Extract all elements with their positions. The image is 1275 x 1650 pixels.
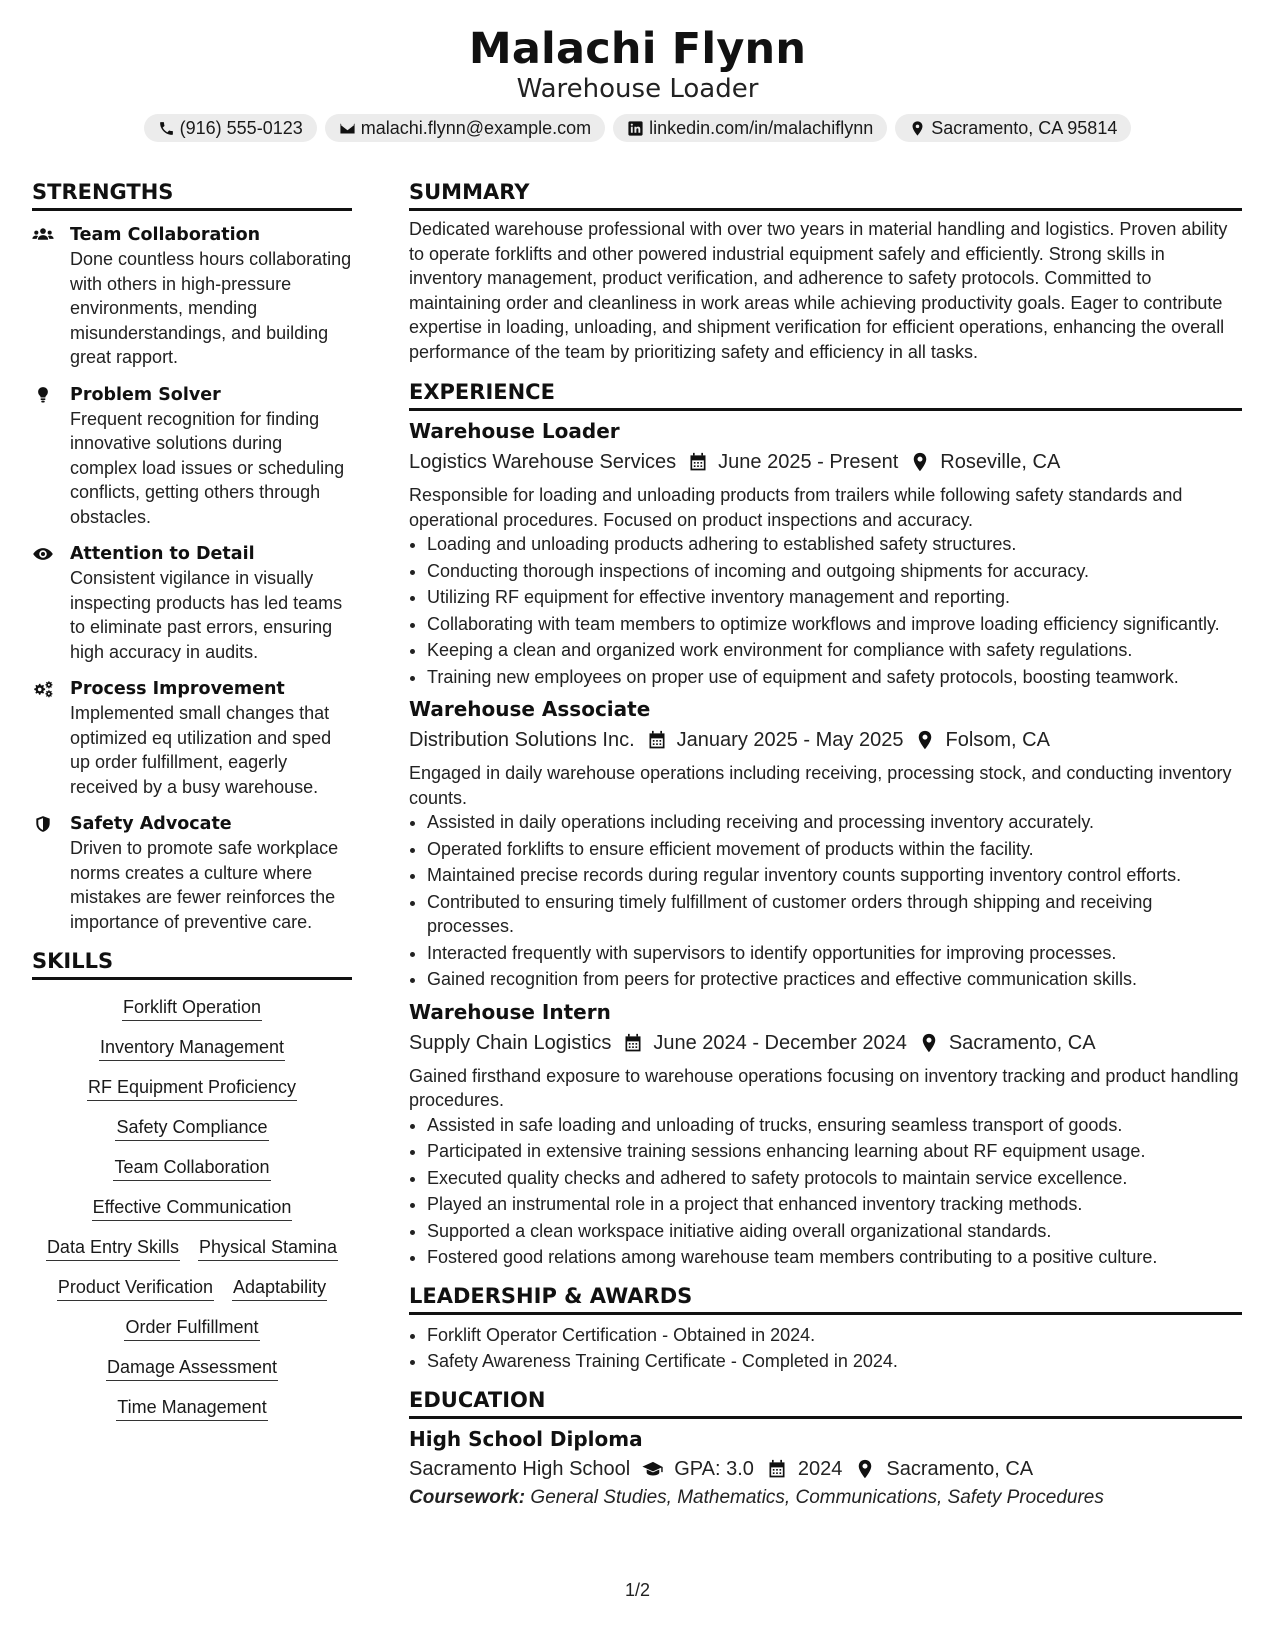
- skills-list: [32, 994, 352, 1421]
- skill-tag: Order Fulfillment: [124, 1314, 259, 1341]
- map-pin-icon: [915, 730, 935, 750]
- contact-linkedin-text: linkedin.com/in/malachiflynn: [649, 117, 874, 138]
- skill-tag: Physical Stamina: [198, 1234, 338, 1261]
- strength-title: Safety Advocate: [70, 814, 232, 834]
- job-dates: January 2025 - May 2025: [676, 729, 904, 751]
- job-company: Distribution Solutions Inc.: [409, 729, 635, 751]
- job-bullet: • Participated in extensive training sessions enhancing learning about RF equipment usage.: [427, 1139, 1242, 1164]
- contact-phone[interactable]: [144, 114, 317, 142]
- job-dates: June 2025 - Present: [718, 451, 899, 473]
- skill-tag: Forklift Operation: [122, 994, 262, 1021]
- job-location: Roseville, CA: [940, 451, 1061, 473]
- summary-text: Dedicated warehouse professional with over two years in material handling and logistics. Proven ability to operate forklifts and other powered industrial equipment safely and efficiently. Strong skills in inventory management, product verification, and adherence to safety protocols. Committed to maintaining order and cleanliness in work areas while achieving productivity goals. Eager to contribute expertise in loading, unloading, and shipment verification for efficient operations, enhancing the overall performance of the team by prioritizing safety and efficiency in all tasks.: [409, 219, 1228, 362]
- job-entry: [409, 998, 1242, 1270]
- contact-phone-text: (916) 555-0123: [179, 117, 303, 138]
- phone-icon: [158, 120, 175, 137]
- job-bullet: • Training new employees on proper use of equipment and safety protocols, boosting teamwork.: [427, 665, 1242, 690]
- degree-title: High School Diploma: [409, 1426, 643, 1451]
- strength-item: [32, 677, 352, 799]
- linkedin-icon: [627, 120, 644, 137]
- job-bullet: • Keeping a clean and organized work environment for compliance with safety regulations.: [427, 638, 1242, 663]
- award-item: • Forklift Operator Certification - Obtained in 2024.: [427, 1323, 1242, 1348]
- shield-icon: [32, 814, 54, 834]
- skill-tag: Safety Compliance: [115, 1114, 268, 1141]
- job-bullet: • Played an instrumental role in a project that enhanced inventory tracking methods.: [427, 1192, 1242, 1217]
- contact-location-text: Sacramento, CA 95814: [931, 117, 1118, 138]
- awards-list: [409, 1323, 1242, 1374]
- lightbulb-icon: [32, 385, 54, 405]
- strength-title: Process Improvement: [70, 679, 285, 699]
- contact-location: [895, 114, 1131, 142]
- strength-item: [32, 223, 352, 370]
- strength-desc: Driven to promote safe workplace norms creates a culture where mistakes are fewer reinforces the importance of preventive care.: [70, 838, 339, 932]
- job-bullet: • Assisted in safe loading and unloading of trucks, ensuring seamless transport of goods.: [427, 1113, 1242, 1138]
- education-section: [409, 1386, 1242, 1511]
- skill-tag: RF Equipment Proficiency: [87, 1074, 297, 1101]
- skill-tag: Time Management: [116, 1394, 267, 1421]
- skill-tag: Product Verification: [57, 1274, 214, 1301]
- skill-tag: Damage Assessment: [106, 1354, 278, 1381]
- skill-tag: Adaptability: [232, 1274, 327, 1301]
- strength-title: Attention to Detail: [70, 544, 255, 564]
- map-pin-icon: [909, 120, 926, 137]
- strength-title: Problem Solver: [70, 384, 221, 405]
- coursework-text: General Studies, Mathematics, Communications, Safety Procedures: [530, 1486, 1104, 1508]
- job-location: Folsom, CA: [945, 729, 1050, 751]
- page-number: 1/2: [624, 1580, 651, 1600]
- job-bullet: • Executed quality checks and adhered to safety protocols to maintain service excellence.: [427, 1166, 1242, 1191]
- job-description: Engaged in daily warehouse operations including receiving, processing stock, and conducting inventory counts.: [409, 763, 1232, 808]
- job-bullets: [409, 810, 1242, 992]
- job-bullet: • Contributed to ensuring timely fulfillment of customer orders through shipping and receiving processes.: [427, 890, 1242, 939]
- job-dates: June 2024 - December 2024: [653, 1031, 907, 1054]
- users-icon: [32, 225, 54, 245]
- contact-email[interactable]: [325, 114, 605, 142]
- coursework: [409, 1485, 1242, 1511]
- job-title: Warehouse Associate: [409, 697, 651, 721]
- graduation-cap-icon: [642, 1459, 664, 1479]
- job-bullet: • Loading and unloading products adhering to established safety structures.: [427, 532, 1242, 557]
- calendar-icon: [688, 452, 708, 472]
- job-description: Responsible for loading and unloading products from trailers while following safety standards and operational procedures. Focused on product inspections and accuracy.: [409, 485, 1183, 530]
- strength-title: Team Collaboration: [70, 225, 261, 245]
- job-bullet: • Supported a clean workspace initiative aiding overall organizational standards.: [427, 1219, 1242, 1244]
- calendar-icon: [766, 1459, 788, 1479]
- contact-linkedin[interactable]: [613, 114, 887, 142]
- graduation-year: 2024: [797, 1457, 843, 1480]
- job-bullet: • Fostered good relations among warehouse team members contributing to a positive culture.: [427, 1245, 1242, 1270]
- awards-section: [409, 1282, 1242, 1374]
- job-bullet: • Assisted in daily operations including receiving and processing inventory accurately.: [427, 810, 1242, 835]
- education-meta: [409, 1453, 1242, 1485]
- job-bullet: • Maintained precise records during regular inventory counts supporting inventory control efforts.: [427, 863, 1242, 888]
- job-meta: [409, 446, 1242, 478]
- school-name: Sacramento High School: [409, 1457, 631, 1480]
- job-company: Supply Chain Logistics: [409, 1031, 612, 1054]
- summary-heading: SUMMARY: [409, 178, 1242, 211]
- job-bullets: [409, 532, 1242, 689]
- strength-item: [32, 812, 352, 934]
- job-company: Logistics Warehouse Services: [409, 451, 677, 473]
- contact-bar: [0, 114, 1275, 142]
- right-column: [409, 178, 1242, 1511]
- job-meta: [409, 1027, 1242, 1059]
- job-title: Warehouse Intern: [409, 999, 611, 1024]
- gpa: GPA: 3.0: [674, 1457, 754, 1480]
- contact-email-text: malachi.flynn@example.com: [360, 117, 592, 138]
- job-bullet: • Interacted frequently with supervisors to identify opportunities for improving processes.: [427, 941, 1242, 966]
- gears-icon: [32, 679, 54, 699]
- award-item: • Safety Awareness Training Certificate - Completed in 2024.: [427, 1349, 1242, 1374]
- awards-heading: LEADERSHIP & AWARDS: [409, 1282, 1242, 1315]
- skill-tag: Team Collaboration: [113, 1154, 270, 1181]
- job-location: Sacramento, CA: [948, 1031, 1096, 1054]
- calendar-icon: [623, 1033, 643, 1053]
- envelope-icon: [339, 120, 356, 137]
- coursework-label: Coursework:: [409, 1486, 526, 1508]
- experience-heading: EXPERIENCE: [409, 378, 1242, 411]
- eye-icon: [32, 544, 54, 564]
- job-bullet: • Conducting thorough inspections of incoming and outgoing shipments for accuracy.: [427, 559, 1242, 584]
- job-entry: [409, 695, 1242, 992]
- job-bullet: • Operated forklifts to ensure efficient movement of products within the facility.: [427, 837, 1242, 862]
- job-bullet: • Utilizing RF equipment for effective inventory management and reporting.: [427, 585, 1242, 610]
- resume-header: [0, 0, 1275, 142]
- skill-tag: Data Entry Skills: [46, 1234, 180, 1261]
- left-column: [32, 178, 352, 1421]
- school-location: Sacramento, CA: [886, 1457, 1034, 1480]
- strength-desc: Frequent recognition for finding innovative solutions during complex load issues or scheduling conflicts, getting others through obstacles.: [70, 408, 345, 527]
- calendar-icon: [647, 730, 667, 750]
- strengths-list: [32, 223, 352, 934]
- job-bullet: • Gained recognition from peers for protective practices and effective communication skills.: [427, 967, 1242, 992]
- job-description: Gained firsthand exposure to warehouse operations focusing on inventory tracking and product handling procedures.: [409, 1065, 1239, 1110]
- strengths-heading: STRENGTHS: [32, 178, 352, 211]
- job-title: Warehouse Loader: [409, 419, 620, 443]
- map-pin-icon: [919, 1033, 939, 1053]
- candidate-name: Malachi Flynn: [468, 24, 807, 74]
- job-entry: [409, 417, 1242, 689]
- job-bullets: [409, 1113, 1242, 1270]
- candidate-role: Warehouse Loader: [516, 74, 759, 104]
- skill-tag: Inventory Management: [99, 1034, 285, 1061]
- strength-desc: Consistent vigilance in visually inspecting products has led teams to eliminate past errors, ensuring high accuracy in audits.: [70, 568, 343, 662]
- strength-item: [32, 383, 352, 530]
- skill-tag: Effective Communication: [92, 1194, 293, 1221]
- skills-heading: SKILLS: [32, 947, 352, 980]
- job-bullet: • Collaborating with team members to optimize workflows and improve loading efficiency significantly.: [427, 612, 1242, 637]
- strength-item: [32, 542, 352, 664]
- map-pin-icon: [910, 452, 930, 472]
- job-meta: [409, 724, 1242, 756]
- map-pin-icon: [854, 1459, 876, 1479]
- strength-desc: Done countless hours collaborating with others in high-pressure environments, mending misunderstandings, and building great rapport.: [70, 249, 352, 367]
- education-heading: EDUCATION: [409, 1386, 1242, 1419]
- strength-desc: Implemented small changes that optimized eq utilization and sped up order fulfillment, eagerly received by a busy warehouse.: [70, 703, 332, 797]
